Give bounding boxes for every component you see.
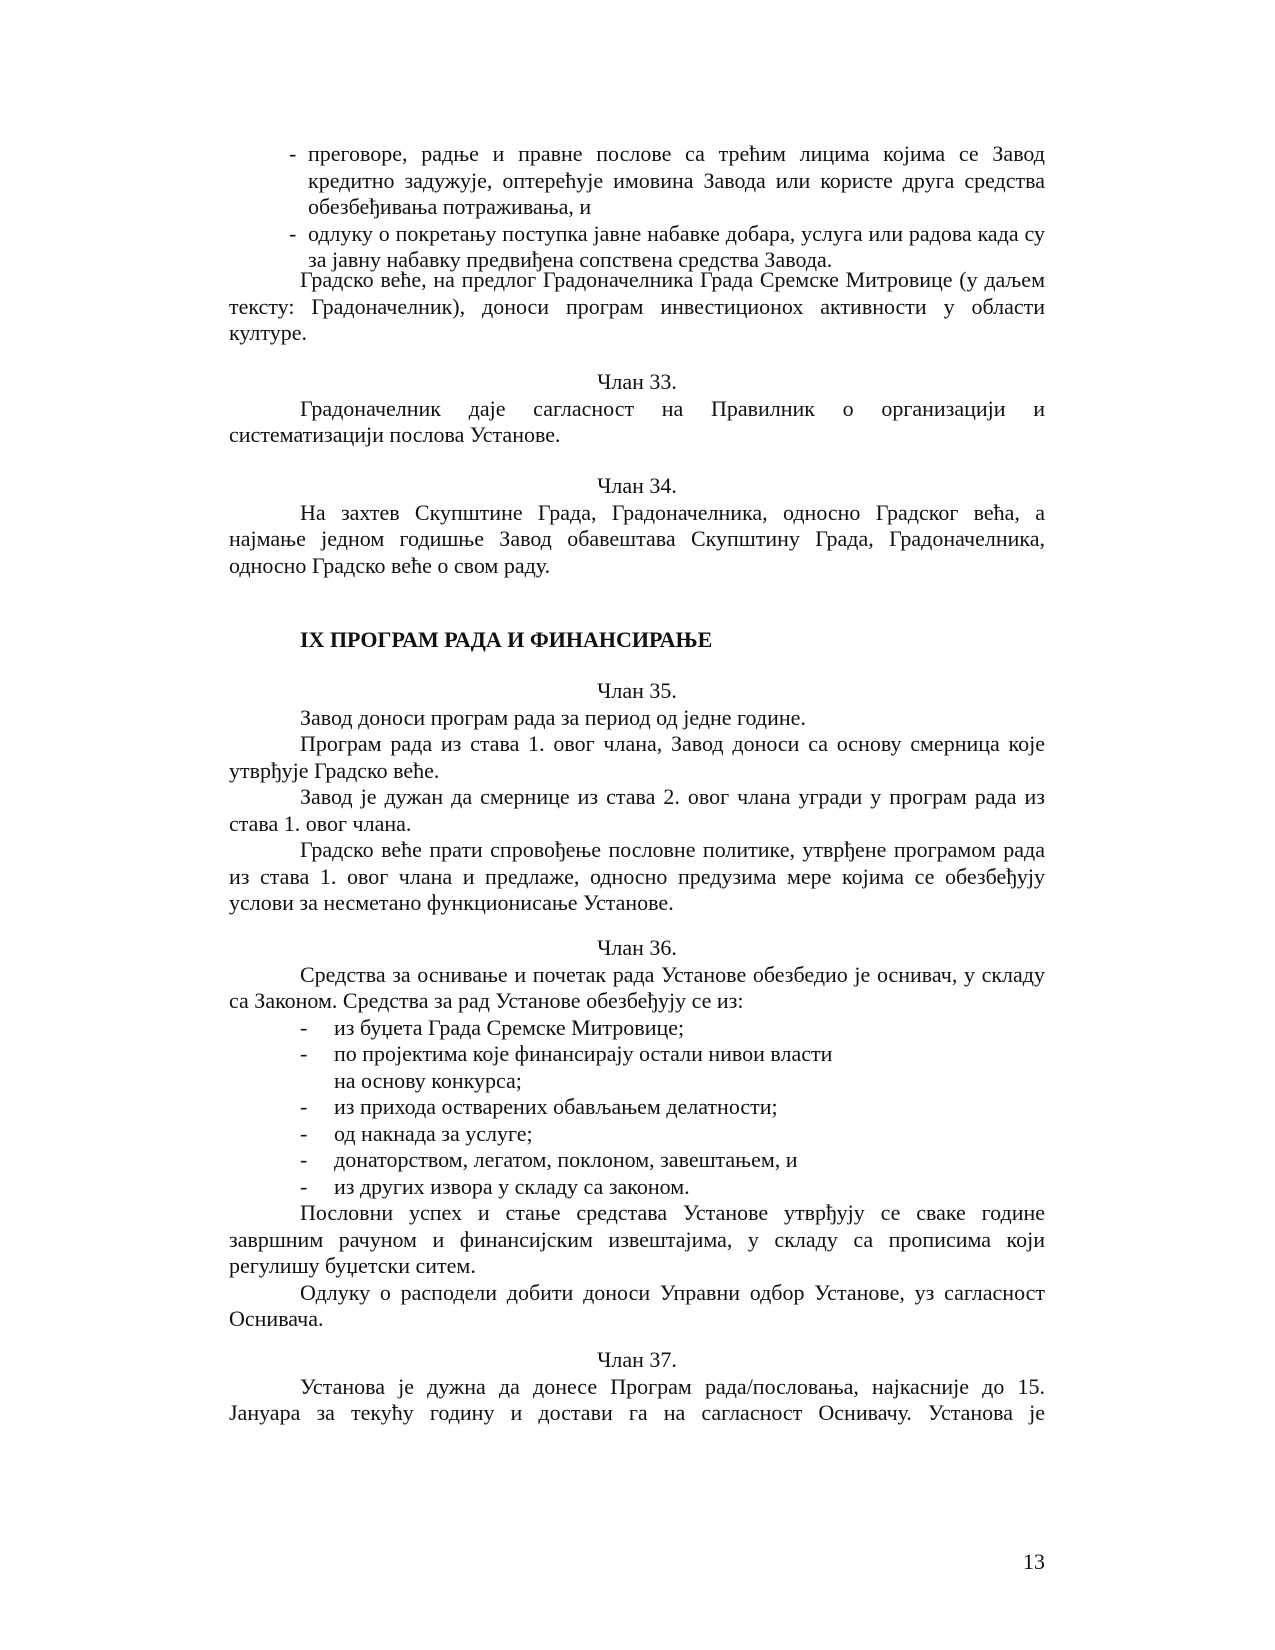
list-item: [300, 1121, 1045, 1148]
article-title: Члан 33.: [597, 369, 677, 394]
article-36: [229, 935, 1045, 1333]
paragraph: Програм рада из става 1. овог члана, Завод доноси са основу смерница које утврђује Градско веће.: [229, 731, 1045, 783]
list-item: [300, 1015, 1045, 1042]
article-title: Члан 34.: [597, 473, 677, 498]
article-title: Члан 36.: [597, 935, 677, 960]
list-item-text: донаторством, легатом, поклоном, завештањем, и: [334, 1147, 798, 1172]
list-item: [289, 141, 1045, 221]
dash-marker: -: [300, 1147, 308, 1172]
list-item-text: по пројектима које финансирају остали нивои власти на основу конкурса;: [334, 1041, 833, 1093]
section-title: IX ПРОГРАМ РАДА И ФИНАНСИРАЊЕ: [300, 627, 713, 652]
article-33: [229, 369, 1045, 449]
list-item: [300, 1041, 834, 1094]
article-37: [229, 1347, 1045, 1427]
paragraph: Пословни успех и стање средстава Установе утврђују се сваке године завршним рачуном и финансијским извештајима, у складу са прописима који регулишу буџетски ситем.: [229, 1200, 1045, 1278]
list-item: [300, 1174, 1045, 1201]
paragraph: Градско веће, на предлог Градоначелника Града Сремске Митровице (у даљем тексту: Градоначелник), доноси програм инвестиционох активности у области културе.: [229, 267, 1045, 345]
paragraph: Завод доноси програм рада за период од једне године.: [300, 704, 806, 730]
list-item-text: преговоре, радње и правне послове са трећим лицима којима се Завод кредитно задужује, оптерећује имовина Завода или користе друга средства обезбеђивања потраживања, и: [308, 141, 1045, 219]
paragraph: Средства за оснивање и почетак рада Установе обезбедио је оснивач, у складу са Законом. Средства за рад Установе обезбеђују се из:: [229, 961, 1045, 1013]
list-item-text: одлуку о покретању поступка јавне набавке добара, услуга или радова када су за јавну набавку предвиђена сопствена средства Завода.: [308, 220, 1045, 272]
page-number: 13: [1023, 1549, 1045, 1574]
dash-marker: -: [300, 1120, 308, 1146]
list-item-text: из прихода остварених обављањем делатности;: [334, 1094, 778, 1119]
dash-marker: -: [300, 1041, 308, 1066]
paragraph: Градско веће прати спровођење пословне политике, утврђене програмом рада из става 1. овог члана и предлаже, односно предузима мере којима се обезбеђују услови за несметано функционисање Установе.: [229, 837, 1045, 915]
paragraph: На захтев Скупштине Града, Градоначелника, односно Градског већа, а најмање једном годишње Завод обавештава Скупштину Града, Градоначелника, односно Градско веће о свом раду.: [229, 499, 1045, 578]
paragraph: Установа је дужна да донесе Програм рада/пословања, најкасније до 15. Јануара за текућу годину и достави га на сагласност Оснивачу. Установа је: [229, 1373, 1045, 1425]
top-list: [289, 141, 1045, 274]
list-item: [300, 1094, 1045, 1121]
article-34: [229, 473, 1045, 579]
article-35: [229, 678, 1045, 917]
article-title: Члан 35.: [597, 678, 677, 703]
list-item: [300, 1147, 1045, 1174]
paragraph: Завод је дужан да смернице из става 2. овог члана угради у програм рада из става 1. овог члана.: [229, 784, 1045, 836]
funding-list: [300, 1015, 1045, 1201]
list-item-text: из буџета Града Сремске Митровице;: [334, 1014, 685, 1040]
dash-marker: -: [300, 1173, 308, 1199]
article-32-end: [229, 267, 1045, 347]
section-heading: [229, 627, 1045, 654]
paragraph: Одлуку о расподели добити доноси Управни одбор Установе, уз сагласност Оснивача.: [229, 1279, 1045, 1331]
list-item-text: од накнада за услуге;: [334, 1120, 533, 1146]
dash-marker: -: [289, 220, 297, 246]
paragraph: Градоначелник даје сагласност на Правилник о организацији и систематизацији послова Установе.: [229, 395, 1045, 447]
list-item-text: из других извора у складу са законом.: [334, 1173, 690, 1199]
dash-marker: -: [300, 1094, 308, 1119]
dash-marker: -: [289, 141, 297, 166]
list-item: [289, 221, 1045, 274]
dash-marker: -: [300, 1014, 308, 1040]
article-title: Члан 37.: [597, 1347, 677, 1372]
